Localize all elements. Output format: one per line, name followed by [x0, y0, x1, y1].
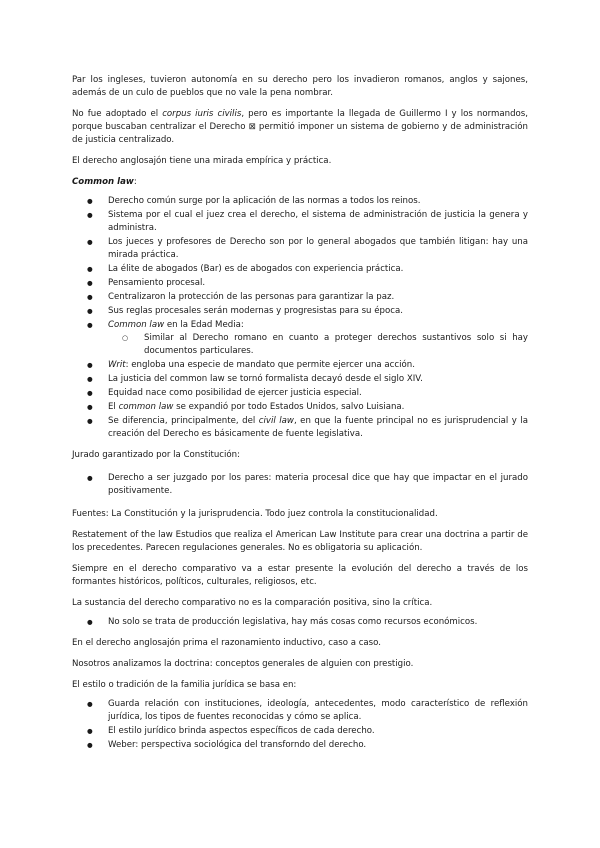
- paragraph-fuentes: Fuentes: La Constitución y la jurisprudencia. Todo juez controla la constitucionalidad.: [72, 509, 438, 519]
- estilo-list: [72, 698, 528, 752]
- expansion-term: common law: [118, 402, 174, 412]
- corpus-iuris-term: corpus iuris civilis: [162, 109, 242, 119]
- civil-law-term: civil law: [258, 416, 294, 426]
- list-item: ● La justicia del common law se tornó formalista decayó desde el siglo XIV.: [72, 373, 528, 386]
- diferencia-c: , en que la fuente principal no es jurisprudencial y la creación del Derecho es básicamente de fuente legislativa.: [108, 416, 528, 439]
- list-item: ● Centralizaron la protección de las personas para garantizar la paz.: [72, 291, 528, 304]
- list-item: ● Pensamiento procesal.: [72, 277, 528, 290]
- list-item: ● La élite de abogados (Bar) es de abogados con experiencia práctica.: [72, 263, 528, 276]
- list-item: ● Sus reglas procesales serán modernas y progresistas para su época.: [72, 305, 528, 318]
- writ-rest: : engloba una especie de mandato que permite ejercer una acción.: [125, 360, 415, 370]
- list-item-writ: [72, 359, 528, 372]
- expansion-a: El: [108, 402, 119, 412]
- list-item: ● Derecho común surge por la aplicación de las normas a todos los reinos.: [72, 195, 528, 208]
- sublist-item: ○ Similar al Derecho romano en cuanto a proteger derechos sustantivos solo si hay documentos particulares.: [108, 332, 528, 358]
- paragraph-guillermo-text-c: , pero es importante la llegada de Guillermo I y los normandos, porque buscaban centralizar el Derecho ⊠ permitió imponer un sistema de gobierno y de administración de justicia centralizado.: [72, 109, 528, 145]
- common-law-list: [72, 195, 528, 441]
- common-law-heading-colon: :: [133, 177, 137, 187]
- diferencia-a: Se diferencia, principalmente, del: [108, 416, 259, 426]
- list-item: ● El estilo jurídico brinda aspectos específicos de cada derecho.: [72, 725, 528, 738]
- list-item: ● Los jueces y profesores de Derecho son por lo general abogados que también litigan: hay una mirada práctica.: [72, 236, 528, 262]
- paragraph-guillermo: [72, 108, 528, 147]
- paragraph-guillermo-text-a: No fue adoptado el: [72, 109, 163, 119]
- expansion-c: se expandió por todo Estados Unidos, salvo Luisiana.: [173, 402, 405, 412]
- sustancia-list: [72, 616, 528, 629]
- paragraph-doctrina: Nosotros analizamos la doctrina: conceptos generales de alguien con prestigio.: [72, 659, 414, 669]
- edad-media-rest: en la Edad Media:: [164, 320, 244, 330]
- document-body: [72, 74, 528, 760]
- paragraph-mirada: El derecho anglosajón tiene una mirada empírica y práctica.: [72, 156, 332, 166]
- list-item: ● Guarda relación con instituciones, ideología, antecedentes, modo característico de reflexión jurídica, los tipos de fuentes reconocidas y cómo se aplica.: [72, 698, 528, 724]
- list-item: ● Equidad nace como posibilidad de ejercer justicia especial.: [72, 387, 528, 400]
- edad-media-sublist: [108, 332, 528, 358]
- list-item-diferencia: [72, 415, 528, 441]
- paragraph-jurado: Jurado garantizado por la Constitución:: [72, 450, 241, 460]
- list-item-edad-media: [72, 319, 528, 358]
- paragraph-sustancia: La sustancia del derecho comparativo no es la comparación positiva, sino la crítica.: [72, 598, 433, 608]
- jurado-list: [72, 472, 528, 498]
- paragraph-restatement: Restatement of the law Estudios que realiza el American Law Institute para crear una doctrina a partir de los precedentes. Parecen regulaciones generales. No es obligatoria su aplicación.: [72, 530, 528, 553]
- list-item: ● Sistema por el cual el juez crea el derecho, el sistema de administración de justicia la genera y administra.: [72, 209, 528, 235]
- common-law-heading-label: Common law: [72, 177, 134, 187]
- list-item: ● No solo se trata de producción legislativa, hay más cosas como recursos económicos.: [72, 616, 528, 629]
- writ-term: Writ: [108, 360, 126, 370]
- paragraph-invasiones: Par los ingleses, tuvieron autonomía en su derecho pero los invadieron romanos, anglos y sajones, además de un culo de pueblos que no vale la pena nombrar.: [72, 75, 528, 98]
- list-item: ● Weber: perspectiva sociológica del transforndo del derecho.: [72, 739, 528, 752]
- common-law-heading: [72, 176, 528, 189]
- list-item: ● Derecho a ser juzgado por los pares: materia procesal dice que hay que impactar en el jurado positivamente.: [72, 472, 528, 498]
- edad-media-italic: Common law: [108, 320, 165, 330]
- paragraph-inductivo: En el derecho anglosajón prima el razonamiento inductivo, caso a caso.: [72, 638, 382, 648]
- list-item-expansion: [72, 401, 528, 414]
- paragraph-comparativo: Siempre en el derecho comparativo va a estar presente la evolución del derecho a través de los formantes históricos, políticos, culturales, religiosos, etc.: [72, 564, 528, 587]
- paragraph-estilo: El estilo o tradición de la familia jurídica se basa en:: [72, 680, 297, 690]
